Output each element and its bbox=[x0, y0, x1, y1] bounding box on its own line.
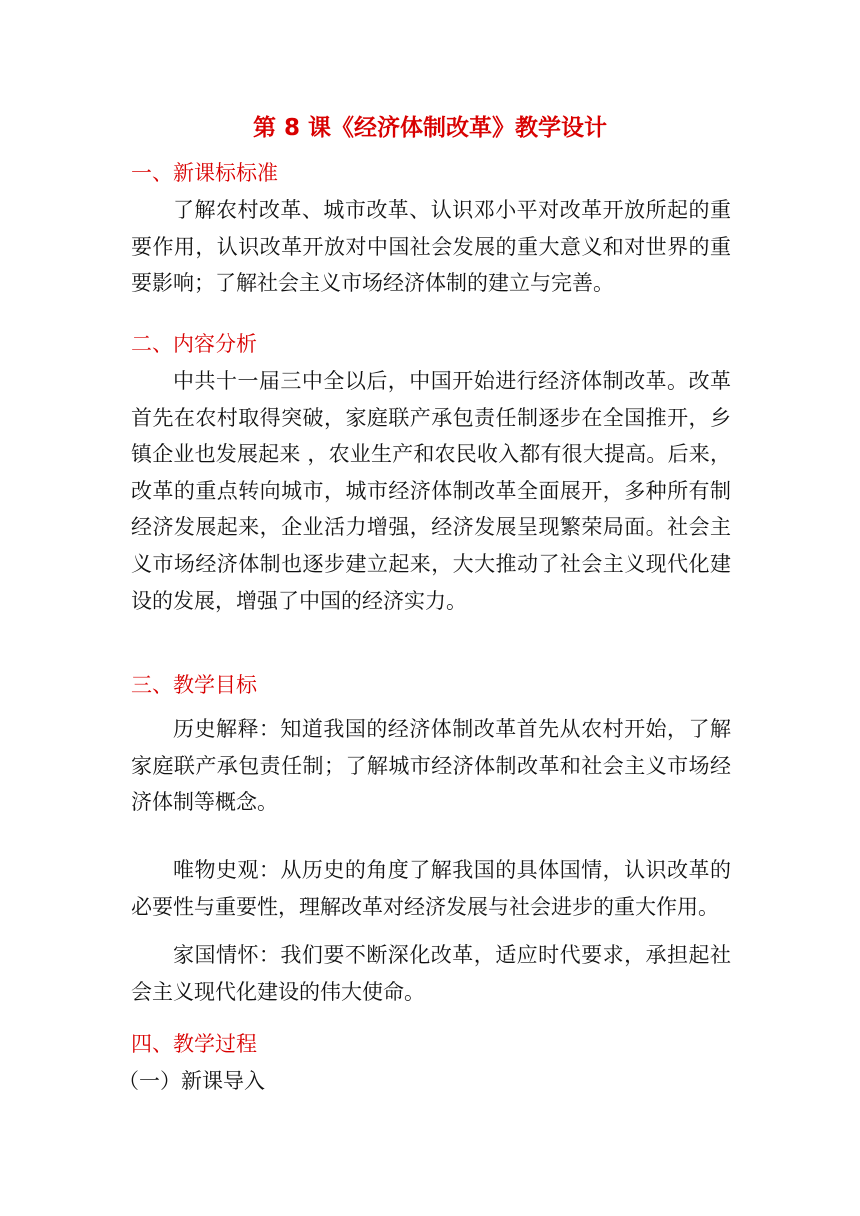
paragraph-standards: 了解农村改革、城市改革、认识邓小平对改革开放所起的重要作用，认识改革开放对中国社会发展的重大意义和对世界的重要影响；了解社会主义市场经济体制的建立与完善。 bbox=[131, 198, 731, 296]
document-title: 第 8 课《经济体制改革》教学设计 bbox=[252, 115, 608, 141]
section-heading-content-analysis: 二、内容分析 bbox=[131, 332, 257, 356]
paragraph-goal-patriotism: 家国情怀：我们要不断深化改革，适应时代要求，承担起社会主义现代化建设的伟大使命。 bbox=[131, 943, 731, 1004]
paragraph-content-analysis: 中共十一届三中全以后，中国开始进行经济体制改革。改革首先在农村取得突破，家庭联产承包责任制逐步在全国推开，乡镇企业也发展起来 ，农业生产和农民收入都有很大提高。后来，改革的重点转向城市，城市经济体制改革全面展开，多种所有制经济发展起来，企业活力增强，经济发展呈现繁荣局面。社会主义市场经济体制也逐步建立起来，大大推动了社会主义现代化建设的发展，增强了中国的经济实力。 bbox=[131, 369, 731, 613]
paragraph-goal-history-explanation: 历史解释：知道我国的经济体制改革首先从农村开始，了解家庭联产承包责任制；了解城市经济体制改革和社会主义市场经济体制等概念。 bbox=[131, 717, 731, 815]
section-heading-standards: 一、新课标标准 bbox=[131, 161, 278, 185]
paragraph-goal-materialism: 唯物史观：从历史的角度了解我国的具体国情，认识改革的必要性与重要性，理解改革对经济发展与社会进步的重大作用。 bbox=[131, 858, 731, 919]
section-heading-teaching-goals: 三、教学目标 bbox=[131, 673, 257, 697]
subheading-new-lesson-intro: （一）新课导入 bbox=[118, 1069, 265, 1093]
section-heading-teaching-process: 四、教学过程 bbox=[131, 1032, 257, 1056]
